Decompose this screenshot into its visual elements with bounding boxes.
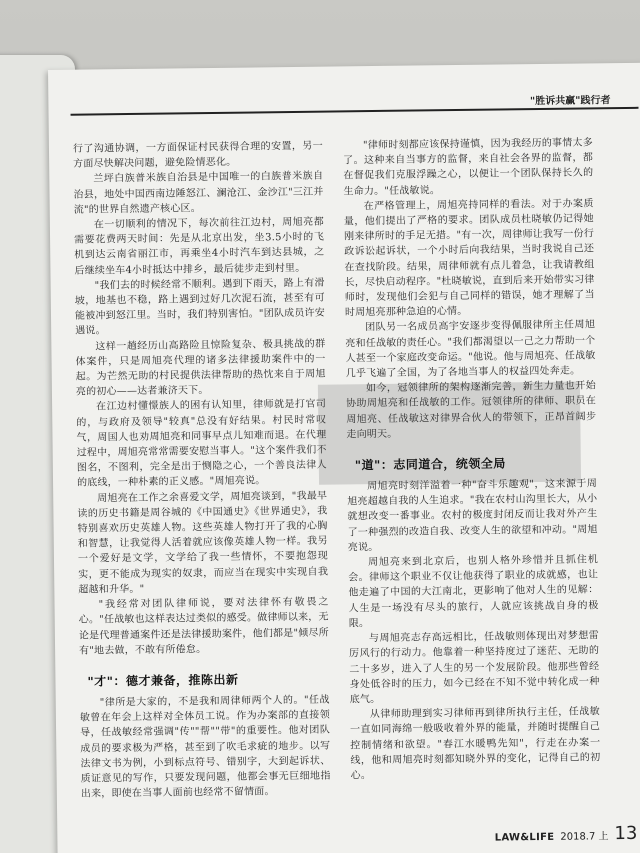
running-header [70,89,638,118]
paragraph: "我们去的时候经常不顺利。遇到下雨天，路上有滑坡，地基也不稳，路上遇到过好几次泥石流，甚至有可能被冲到怒江里。当时，我们特别害怕。"团队成员许安遇说。 [74,277,326,338]
issue-date: 2018.7 上 [560,831,609,843]
paragraph: "律所是大家的，不是我和周律师两个人的。"任战敏曾在年会上这样对全体员工说。作为办案部的直接领导，任战敏经常强调"传""帮""带"的重要性。他对团队成员的要求极为严格，甚至到了吹毛求疵的地步。以写法律文书为例，小到标点符号、错别字，大到起诉状、质证意见的写作，只要发现问题，他都会事无巨细地指出来，即使在当事人面前也经常不留情面。 [79,694,331,800]
article-body [73,135,612,841]
paragraph: 如今，冠领律所的架构逐渐完善，新生力量也开始协助周旭亮和任战敏的工作。冠领律所的律师、职员在周旭亮、任战敏这对律界合伙人的带领下，正昂首阔步走向明天。 [346,380,597,441]
paragraph: 在一切顺利的情况下，每次前往江边村，周旭亮都需要花费两天时间：先是从北京出发，坐3.5小时的飞机到达云南省丽江市，再乘坐4小时汽车到达县城，之后继续坐车4小时抵达中排乡，最后徒步走到村里。 [74,216,325,277]
paragraph: 团队另一名成员高宇安逐步变得佩服律所主任周旭亮和任战敏的责任心。"我们都渴望以一己之力帮助一个人甚至一个家庭改变命运。"他说。他与周旭亮、任战敏几乎飞遍了全国，为了各地当事人的权益四处奔走。 [345,319,596,380]
paragraph: 周旭亮来到北京后，也别人格外珍惜并且抓住机会。律师这个职业不仅让他获得了职业的成就感，也让他走遍了中国的大江南北，更影响了他对人生的见解：人生是一场没有尽头的旅行，人就应该挑战自身的极限。 [348,554,599,630]
left-column [73,139,331,802]
page-footer [457,823,637,849]
paragraph: 与周旭亮志存高远相比，任战敏则体现出对梦想雷厉风行的行动力。他靠着一种坚持度过了迷茫、无助的二十多岁，进入了人生的另一个发展阶段。他那些曾经身处低谷时的压力，如今已经在不知不觉中转化成一种底气。 [349,630,600,706]
paragraph: 行了沟通协调，一方面保证村民获得合理的安置，另一方面尽快解决问题，避免险情恶化。 [72,140,324,170]
magazine-name: LAW&LIFE [494,831,555,844]
paragraph: 兰坪白族普米族自治县是中国唯一的白族普米族自治县，地处中国西南边陲怒江、澜沧江、金沙江"三江并流"的世界自然遗产核心区。 [73,171,324,216]
column-label: "胜诉共赢"践行者 [528,91,613,107]
paragraph: 在江边村懂憬族人的困有认知里，律师就是打官司的，与政府及领导"较真"总没有好结果。村民时常叹气，周国人也劝周旭亮和同事早点儿知难而退。在代理过程中，周旭亮常常需要安慰当事人。"这个案件我们不图名，不图利，完全是出于恻隐之心，一个善良法律人的底线，一种朴素的正义感。"周旭亮说。 [76,399,327,490]
paragraph: "律师时刻都应该保持谨慎，因为我经历的事情太多了。这种来自当事方的监督，来自社会各界的监督，都在督促我们克服浮躁之心，以便让一个团队保持长久的生命力。"任战敏说。 [343,137,594,198]
paragraph: 在严格管理上，周旭亮持同样的看法。对于办案质量，他们提出了严格的要求。团队成员杜晓敏仍记得她刚来律所时的手足无措。"有一次，周律师让我写一份行政诉讼起诉状，一个小时后向我结果，当时我说自己还在查找阶段。结果，周律师就有点儿着急，让我请教组长，尽快启动程序。"杜晓敏说，直到后来开始带实习律师时，发现他们会犯与自己同样的错误，她才理解了当时周旭亮那种急迫的心情。 [343,198,595,319]
paragraph: "我经常对团队律师说，要对法律怀有敬畏之心。"任战敏也这样表达过类似的感受。做律师以来，无论是代理普通案件还是法律援助案件，他们都是"倾尽所有"地去做，不敢有所倦怠。 [78,596,329,657]
paragraph: 从律师助理到实习律师再到律所执行主任，任战敏一直如同海绵一般吸收着外界的能量，并随时提醒自己控制情绪和欲望。"春江水暖鸭先知"，行走在办案一线，他和周旭亮时刻都知晓外界的变化，记得自己的初心。 [350,706,601,782]
right-column [343,135,601,783]
header-rule [71,107,639,116]
section-title-dao: "道"：志同道合，统领全局 [354,456,506,473]
page-number: 13 [614,822,638,845]
magazine-page [48,63,640,853]
section-title-cai: "才"：德才兼备，推陈出新 [87,672,239,689]
paragraph: 周旭亮在工作之余喜爱文学，周旭亮谈到，"我最早读的历史书籍是周谷城的《中国通史》《世界通史》，我特别喜欢历史英雄人物。这些英雄人物打开了我的心胸和智慧，让我觉得人活着就应该像英雄人物一样。我另一个爱好是文学，文学给了我一些情怀，不要抱怨现实，更不能成为现实的奴隶，而应当在现实中实现自我超越和升华。" [77,490,329,596]
paragraph: 周旭亮时刻洋溢着一种"奋斗乐趣观"，这来源于周旭亮超越自我的人生追求。"我在农村山沟里长大，从小就想改变一番事业。农村的极度封闭反而让我对外产生了一种强烈的改造自我、改变人生的欲望和冲动。"周旭亮说。 [347,478,598,554]
paragraph: 这样一趟经历山高路险且惊险复杂、极具挑战的群体案件，只是周旭亮代理的诸多法律援助案件中的一起。为芒然无助的村民提供法律帮助的热忱来自于周旭亮的初心——达者兼济天下。 [75,338,326,398]
